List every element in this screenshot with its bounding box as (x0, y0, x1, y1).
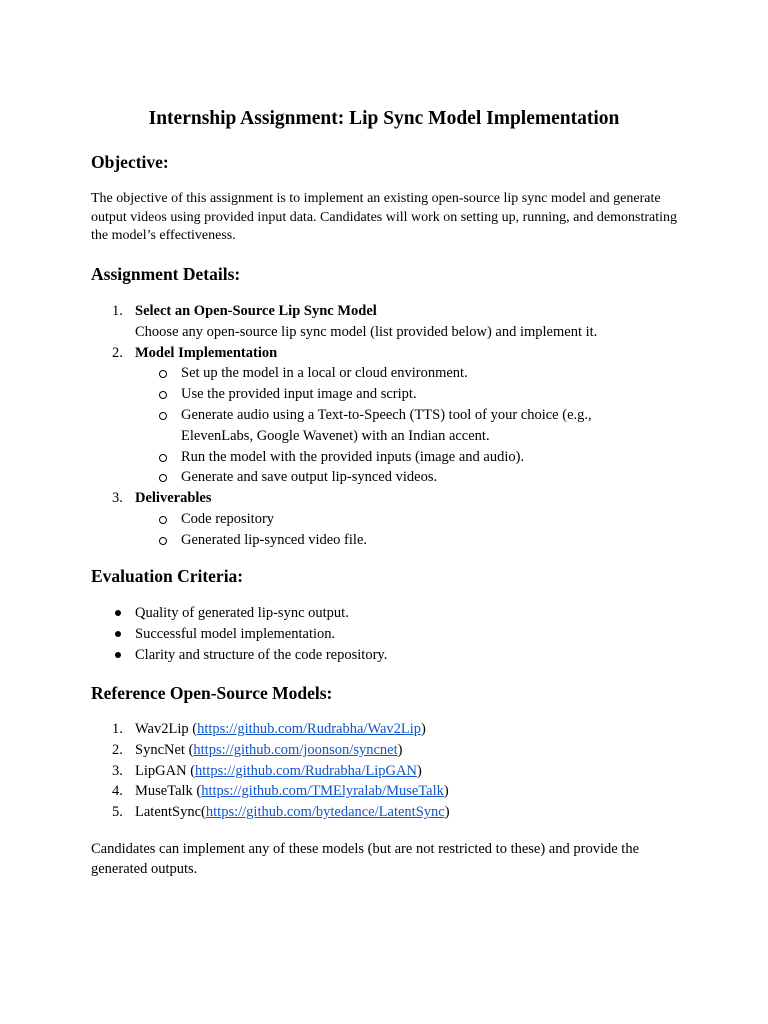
closing-paragraph: Candidates can implement any of these models (but are not restricted to these) and provide the generated outputs. (91, 841, 640, 877)
sub-list-item: Set up the model in a local or cloud environment. (91, 363, 691, 384)
circle-bullet-icon (159, 516, 167, 524)
objective-text: The objective of this assignment is to implement an existing open-source lip sync model and generate output videos using provided input data. Candidates will work on setting up, running, and demonstrating the model’s effectiveness. (91, 191, 677, 243)
sub-list-item: Code repository (91, 509, 691, 530)
reference-item-musetalk: 4. MuseTalk (https://github.com/TMElyralab/MuseTalk) (112, 783, 449, 800)
bullet-icon (115, 631, 121, 637)
item-label: Deliverables (135, 490, 212, 507)
objective-heading: Objective: (91, 152, 169, 172)
item-description: Choose any open-source lip sync model (list provided below) and implement it. (135, 323, 598, 340)
assignment-details-heading: Assignment Details: (91, 264, 241, 284)
list-item: 2. Model Implementation (112, 344, 278, 361)
circle-bullet-icon (159, 537, 167, 545)
circle-bullet-icon (159, 412, 167, 420)
evaluation-criteria-list (91, 603, 691, 665)
document-title: Internship Assignment: Lip Sync Model Implementation (148, 108, 620, 129)
reference-models-list (91, 719, 691, 823)
list-item: Clarity and structure of the code repository. (91, 645, 691, 666)
evaluation-criteria-heading: Evaluation Criteria: (91, 566, 244, 586)
item-label: Model Implementation (135, 344, 278, 361)
circle-bullet-icon (159, 391, 167, 399)
musetalk-link[interactable]: https://github.com/TMElyralab/MuseTalk (201, 783, 444, 800)
sub-list-item: Generate and save output lip-synced videos. (91, 467, 691, 488)
reference-item-syncnet: 2. SyncNet (https://github.com/joonson/syncnet) (112, 741, 403, 758)
latentsync-link[interactable]: https://github.com/bytedance/LatentSync (205, 804, 445, 821)
sub-list-item: Generated lip-synced video file. (91, 530, 691, 551)
sub-list-item: Generate audio using a Text-to-Speech (TTS) tool of your choice (e.g., ElevenLabs, Google Wavenet) with an Indian accent. (91, 405, 611, 447)
reference-item-latentsync: 5. LatentSync(https://github.com/bytedance/LatentSync) (112, 804, 450, 821)
circle-bullet-icon (159, 474, 167, 482)
item-label: Select an Open-Source Lip Sync Model (135, 303, 377, 319)
circle-bullet-icon (159, 370, 167, 378)
list-item: Successful model implementation. (91, 624, 691, 645)
reference-item-wav2lip: 1. Wav2Lip (https://github.com/Rudrabha/Wav2Lip) (112, 721, 426, 737)
reference-item-lipgan: 3. LipGAN (https://github.com/Rudrabha/LipGAN) (112, 762, 422, 779)
bullet-icon (115, 652, 121, 658)
bullet-icon (115, 610, 121, 616)
syncnet-link[interactable]: https://github.com/joonson/syncnet (193, 741, 398, 758)
list-item: 1. Select an Open-Source Lip Sync Model Choose any open-source lip sync model (list provided below) and implement it. (112, 303, 598, 340)
circle-bullet-icon (159, 454, 167, 462)
list-item: Quality of generated lip-sync output. (91, 603, 691, 624)
sub-list-item: Use the provided input image and script. (91, 384, 691, 405)
lipgan-link[interactable]: https://github.com/Rudrabha/LipGAN (195, 762, 417, 779)
reference-models-heading: Reference Open-Source Models: (91, 683, 333, 703)
wav2lip-link[interactable]: https://github.com/Rudrabha/Wav2Lip (197, 721, 422, 737)
sub-list-item: Run the model with the provided inputs (image and audio). (91, 447, 691, 468)
list-item: 3. Deliverables (112, 490, 212, 507)
assignment-details-list (91, 301, 691, 551)
